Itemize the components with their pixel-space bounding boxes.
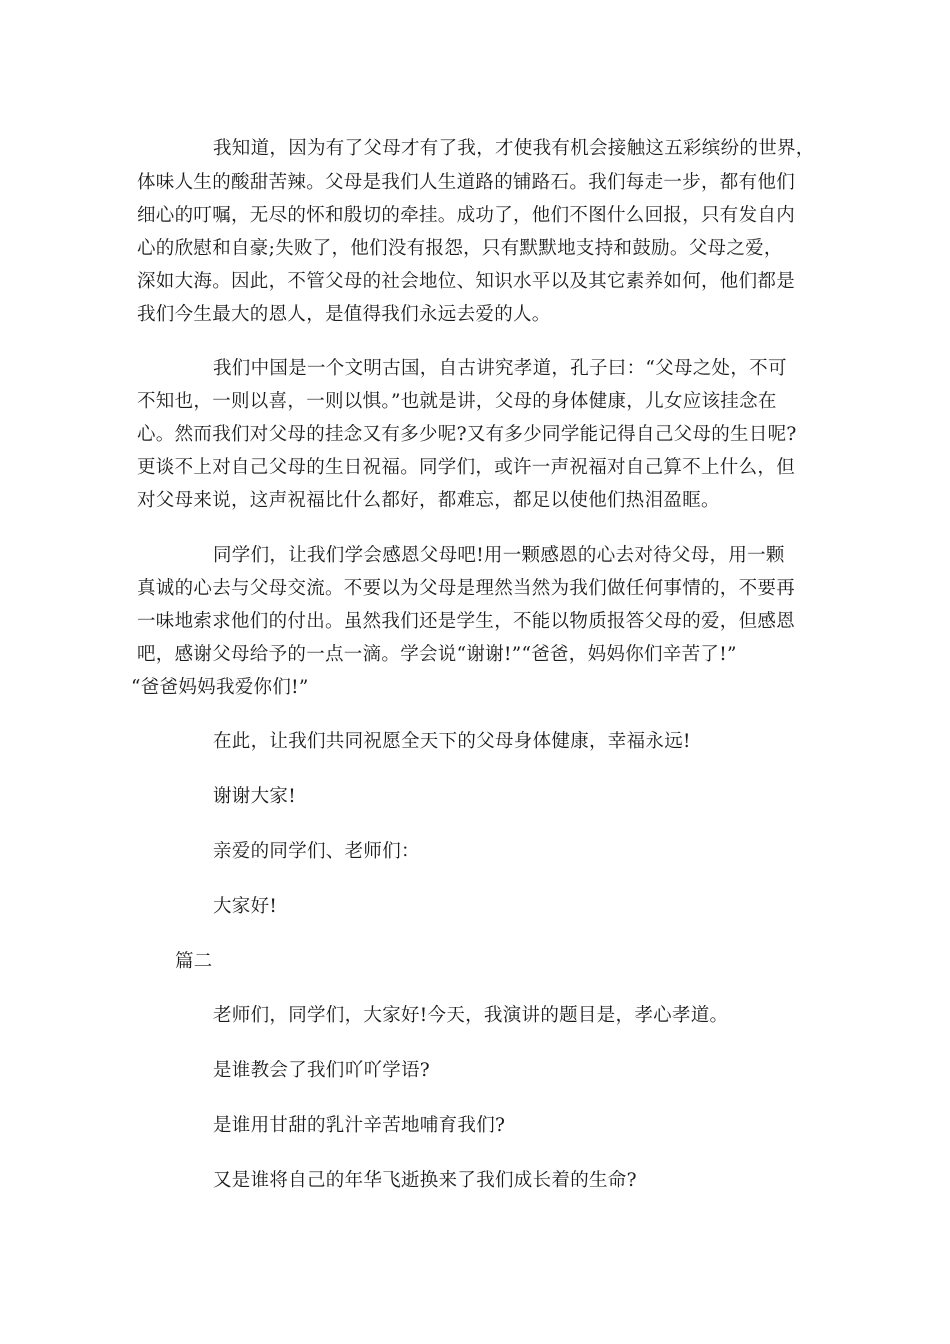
thanks-line: 谢谢大家! [213,786,296,807]
hello-line: 大家好! [213,896,278,917]
wish-line: 在此，让我们共同祝愿全天下的父母身体健康，幸福永远! [213,731,691,752]
paragraph-3-line-5: “爸爸妈妈我爱你们!” [131,677,309,698]
intro-line: 老师们，同学们，大家好!今天，我演讲的题目是，孝心孝道。 [213,1005,729,1026]
paragraph-3-line-3: 一味地索求他们的付出。虽然我们还是学生，不能以物质报答父母的爱，但感恩 [137,611,796,632]
paragraph-1-line-3: 细心的叮嘱，无尽的怀和殷切的牵挂。成功了，他们不图什么回报，只有发自内 [137,205,796,226]
section-heading: 篇二 [175,951,213,972]
paragraph-2-line-4: 更谈不上对自己父母的生日祝福。同学们，或许一声祝福对自己算不上什么，但 [137,457,796,478]
paragraph-2-line-2: 不知也，一则以喜，一则以惧。”也就是讲，父母的身体健康，儿女应该挂念在 [137,391,777,412]
question-line-1: 是谁教会了我们吖吖学语? [213,1060,431,1081]
paragraph-1-line-6: 我们今生最大的恩人，是值得我们永远去爱的人。 [137,304,551,325]
paragraph-2-line-5: 对父母来说，这声祝福比什么都好，都难忘，都足以使他们热泪盈眶。 [137,490,720,511]
paragraph-3-line-1: 同学们，让我们学会感恩父母吧!用一颗感恩的心去对待父母，用一颗 [213,545,785,566]
question-line-2: 是谁用甘甜的乳汁辛苦地哺育我们? [213,1115,506,1136]
paragraph-1-line-1: 我知道，因为有了父母才有了我，才使我有机会接触这五彩缤纷的世界， [213,138,815,159]
paragraph-2-line-3: 心。然而我们对父母的挂念又有多少呢?又有多少同学能记得自己父母的生日呢? [137,424,797,445]
paragraph-3-line-4: 吧，感谢父母给予的一点一滴。学会说“谢谢!”“爸爸，妈妈你们辛苦了!” [137,644,737,665]
paragraph-3-line-2: 真诚的心去与父母交流。不要以为父母是理然当然为我们做任何事情的，不要再 [137,578,796,599]
paragraph-2-line-1: 我们中国是一个文明古国，自古讲究孝道，孔子曰：“父母之处，不可 [213,358,787,379]
paragraph-1-line-2: 体味人生的酸甜苦辣。父母是我们人生道路的铺路石。我们每走一步，都有他们 [137,172,796,193]
paragraph-1-line-4: 心的欣慰和自豪;失败了，他们没有报怨，只有默默地支持和鼓励。父母之爱， [137,238,783,259]
question-line-3: 又是谁将自己的年华飞逝换来了我们成长着的生命? [213,1170,637,1191]
greeting-line: 亲爱的同学们、老师们： [213,841,420,862]
paragraph-1-line-5: 深如大海。因此，不管父母的社会地位、知识水平以及其它素养如何，他们都是 [137,271,796,292]
